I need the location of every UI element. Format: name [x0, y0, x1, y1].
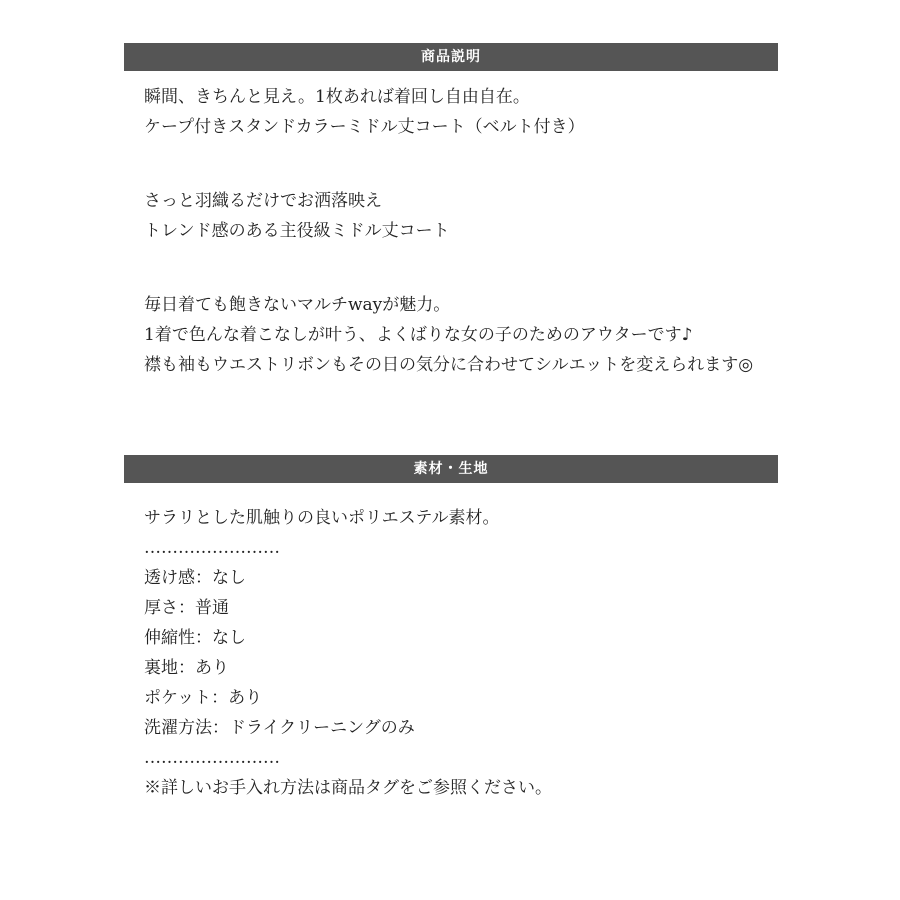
- material-fabric-header: 素材・生地: [124, 455, 778, 483]
- description-line: ケープ付きスタンドカラーミドル丈コート（ベルト付き）: [144, 117, 585, 137]
- spec-washing: 洗濯方法：ドライクリーニングのみ: [144, 718, 415, 738]
- product-description-header: 商品説明: [124, 43, 778, 71]
- care-note: ※詳しいお手入れ方法は商品タグをご参照ください。: [144, 778, 552, 798]
- spec-transparency: 透け感：なし: [144, 568, 246, 588]
- description-line: 襟も袖もウエストリボンもその日の気分に合わせてシルエットを変えられます◎: [144, 355, 754, 375]
- spec-thickness: 厚さ：普通: [144, 598, 229, 618]
- paragraph-spacer: [144, 246, 784, 290]
- description-line: 1着で色んな着こなしが叶う、よくばりな女の子のためのアウターです♪: [144, 325, 693, 345]
- spec-pocket: ポケット：あり: [144, 688, 263, 708]
- description-line: 瞬間、きちんと見え。1枚あれば着回し自由自在。: [144, 87, 530, 107]
- material-fabric-body: [144, 503, 784, 803]
- product-description-body: [144, 82, 784, 380]
- spec-stretch: 伸縮性：なし: [144, 628, 246, 648]
- paragraph-spacer: [144, 142, 784, 186]
- description-line: さっと羽織るだけでお洒落映え: [144, 191, 382, 211]
- description-line: 毎日着ても飽きないマルチwayが魅力。: [144, 295, 451, 315]
- dotted-divider: ……………………: [144, 538, 280, 558]
- dotted-divider: ……………………: [144, 748, 280, 768]
- description-line: トレンド感のある主役級ミドル丈コート: [144, 221, 450, 241]
- material-intro: サラリとした肌触りの良いポリエステル素材。: [144, 508, 500, 528]
- spec-lining: 裏地：あり: [144, 658, 229, 678]
